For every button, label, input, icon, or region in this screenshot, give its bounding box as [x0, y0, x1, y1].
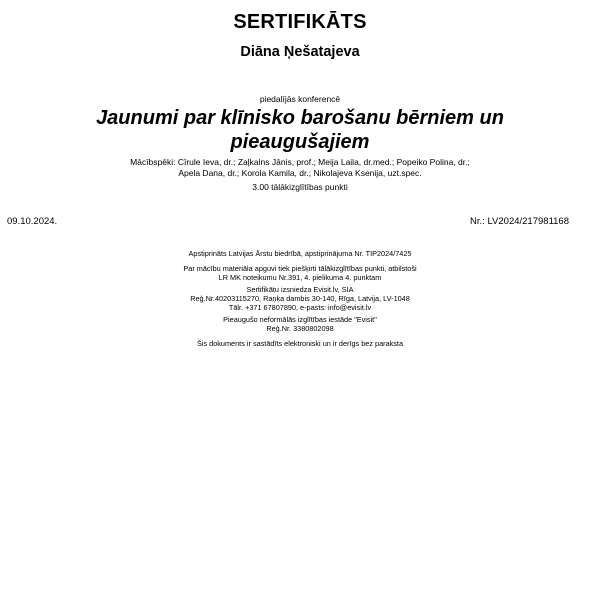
issue-date: 09.10.2024.: [7, 216, 58, 227]
regulation-line: Par mācību materiāla apguvi tiek piešķirti tālākizglītības punkti, atbilstoši: [183, 264, 417, 273]
issuer-line: Tālr. +371 67807890, e-pasts: info@evisit.lv: [228, 303, 372, 312]
lecturers-line: Apela Dana, dr.; Korola Kamila, dr.; Nikolajeva Ksenija, uzt.spec.: [178, 168, 422, 178]
approval-note: Apstiprināts Latvijas Ārstu biedrībā, apstiprinājuma Nr. TIP2024/7425: [188, 249, 412, 258]
provider-line: Reģ.Nr. 3380802098: [266, 324, 334, 333]
certificate-title: SERTIFIKĀTS: [233, 11, 367, 33]
regulation-line: LR MK noteikumu Nr.391, 4. pielikuma 4. punktam: [218, 273, 382, 282]
course-title-line: pieaugušajiem: [230, 131, 370, 153]
course-title-line: Jaunumi par klīnisko barošanu bērniem un: [96, 107, 504, 129]
credit-regulation-note: [0, 264, 600, 282]
credit-points: 3.00 tālākizglītības punkti: [252, 182, 348, 192]
course-title: [0, 106, 600, 154]
provider-details: [0, 315, 600, 333]
lecturers-line: Mācībspēki: Cīrule Ieva, dr.; Zaļkalns Jānis, prof.; Meija Laila, dr.med.; Popeiko Polina, dr.;: [130, 157, 470, 167]
lecturers-list: [0, 157, 600, 179]
recipient-name: Diāna Ņešatajeva: [240, 44, 360, 60]
issuer-line: Reģ.Nr.40203115270, Raņķa dambis 30-140, Rīga, Latvija, LV-1048: [190, 294, 410, 303]
issuer-line: Sertifikātu izsniedza Evisit.lv, SIA: [246, 285, 354, 294]
provider-line: Pieaugušo neformālās izglītības iestāde "Evisit": [223, 315, 377, 324]
certificate-number: Nr.: LV2024/217981168: [470, 216, 569, 227]
electronic-document-note: Šis dokuments ir sastādīts elektroniski un ir derīgs bez paraksta: [196, 339, 404, 348]
participation-text: piedalījās konferencē: [259, 94, 341, 104]
issuer-details: [0, 285, 600, 312]
